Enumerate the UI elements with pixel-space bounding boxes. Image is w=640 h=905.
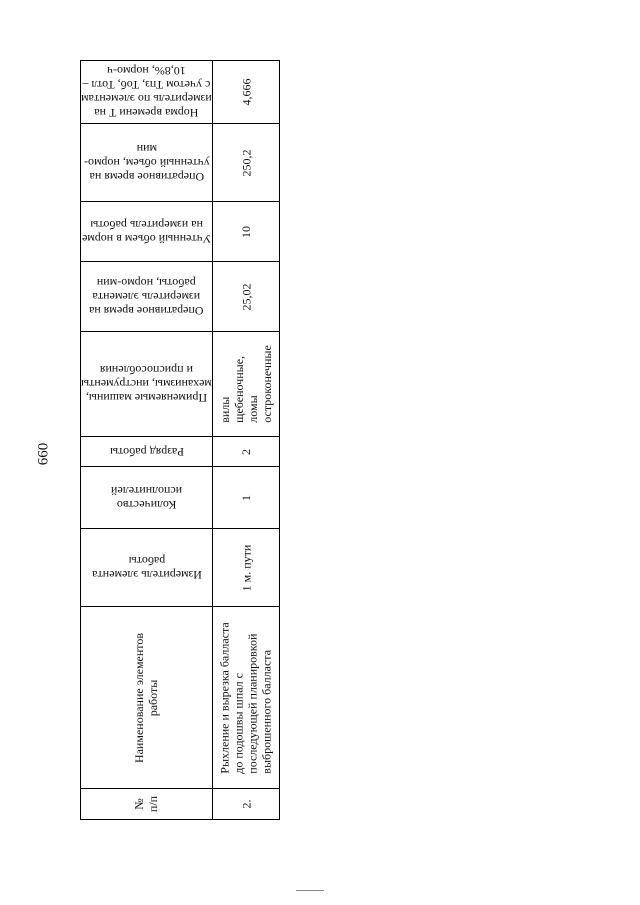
header-label: Количество исполнителей bbox=[110, 483, 183, 512]
header-label: Норма времени Т на измеритель по элементам с учетом Тпз, Тоб, Тотл – 10,8%, нормо-ч bbox=[81, 64, 212, 120]
value-text: 25,02 bbox=[239, 283, 253, 310]
header-cell-norm-time bbox=[81, 61, 212, 123]
header-cell-machines bbox=[81, 332, 212, 436]
norms-table bbox=[80, 60, 280, 820]
value-text: 250,2 bbox=[239, 149, 253, 176]
value-cell-volume bbox=[213, 202, 279, 261]
header-cell-work-name bbox=[81, 607, 212, 788]
value-text: 1 м. пути bbox=[239, 544, 253, 591]
header-label: № п/п bbox=[132, 795, 161, 813]
value-cell-grade bbox=[213, 437, 279, 466]
value-cell-machines bbox=[213, 332, 279, 436]
value-text: 1 bbox=[239, 494, 253, 501]
value-cell-workers bbox=[213, 467, 279, 528]
page-number: 660 bbox=[35, 442, 52, 466]
header-cell-op-time-volume bbox=[81, 124, 212, 201]
value-cell-number bbox=[213, 789, 279, 819]
value-text: вилы щебеночные, ломы остроконечные bbox=[218, 345, 274, 423]
value-cell-work-name bbox=[213, 607, 279, 788]
value-text: 2. bbox=[239, 799, 253, 809]
header-cell-volume bbox=[81, 202, 212, 261]
scan-mark bbox=[296, 890, 324, 891]
header-label: Измеритель элемента работы bbox=[91, 553, 202, 582]
value-cell-op-time-volume bbox=[213, 124, 279, 201]
value-text: 2 bbox=[239, 448, 253, 455]
value-text: Рыхление и вырезка балласта до подошвы шпал с последующей планировкой выброшенного балласта bbox=[218, 621, 275, 774]
header-label: Наименование элементов работы bbox=[132, 632, 161, 763]
header-label: Разряд работы bbox=[109, 444, 184, 459]
header-cell-op-time-unit bbox=[81, 262, 212, 331]
value-text: 10 bbox=[239, 225, 253, 238]
value-cell-op-time-unit bbox=[213, 262, 279, 331]
value-cell-unit bbox=[213, 529, 279, 606]
header-cell-unit bbox=[81, 529, 212, 606]
header-cell-workers bbox=[81, 467, 212, 528]
header-label: Учтенный объем в норме на измеритель работы bbox=[81, 217, 212, 246]
header-cell-grade bbox=[81, 437, 212, 466]
value-text: 4,666 bbox=[239, 78, 253, 106]
header-label: Применяемые машины, механизмы, инструменты и приспособления bbox=[81, 363, 212, 405]
header-label: Оперативное время на измеритель элемента работы, нормо-мин bbox=[89, 275, 204, 318]
header-label: Оперативное время на учтенный объем, нормо- мин bbox=[83, 141, 210, 184]
header-cell-number bbox=[81, 789, 212, 819]
value-cell-norm-time bbox=[213, 61, 279, 123]
